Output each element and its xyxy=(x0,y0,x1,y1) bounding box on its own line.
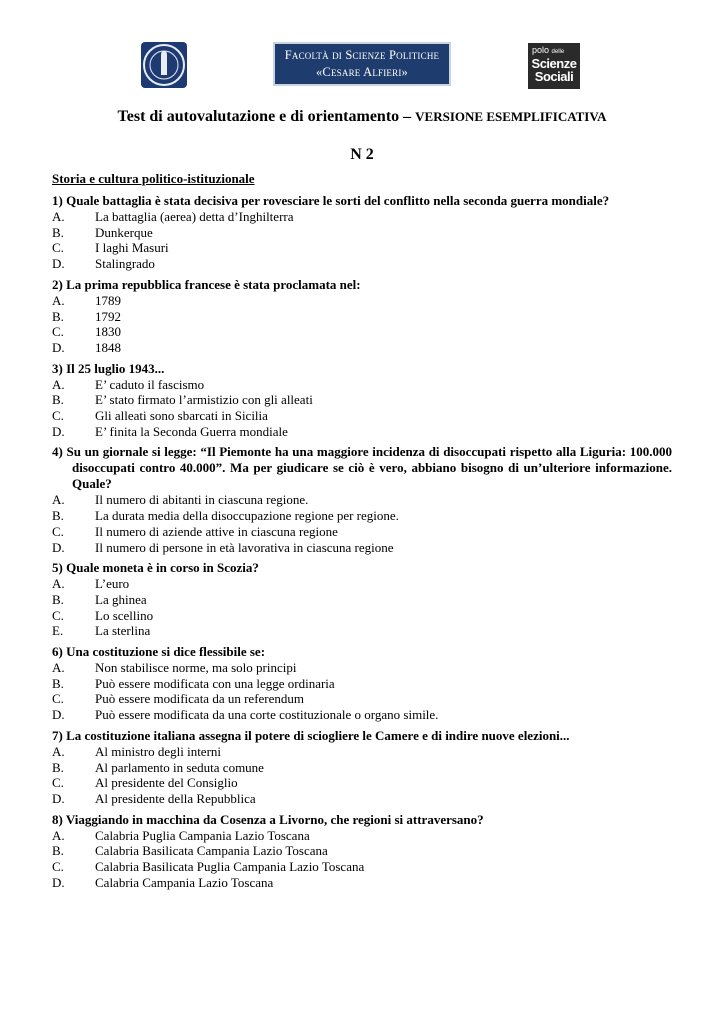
answer-option xyxy=(52,859,672,875)
option-letter: D. xyxy=(52,707,65,723)
option-text: Calabria Puglia Campania Lazio Toscana xyxy=(95,827,310,843)
answer-option xyxy=(52,408,672,424)
option-letter: E. xyxy=(52,623,64,639)
answer-option xyxy=(52,875,672,891)
faculty-subname: «Cesare Alfieri» xyxy=(315,65,408,79)
answer-option xyxy=(52,828,672,844)
test-content xyxy=(52,171,672,896)
question-text: 4) Su un giornale si legge: “Il Piemonte ha una maggiore incidenza di disoccupati rispetto alla Liguria: 100.000 disoccupati contro 40.000”. Ma per giudicare se ciò è vero, abbiano bisogno di un’ulteriore informazione. Quale? xyxy=(52,444,672,492)
option-text: La durata media della disoccupazione regione per regione. xyxy=(95,508,399,524)
question-8 xyxy=(52,812,672,891)
answer-option xyxy=(52,492,672,508)
option-letter: C. xyxy=(52,408,64,424)
answer-option xyxy=(52,707,672,723)
question-text: 6) Una costituzione si dice flessibile se: xyxy=(52,644,266,660)
question-5 xyxy=(52,560,672,639)
option-letter: C. xyxy=(52,775,64,791)
option-text: Calabria Basilicata Campania Lazio Toscana xyxy=(95,843,328,859)
option-text: Gli alleati sono sbarcati in Sicilia xyxy=(95,408,268,424)
question-text: 3) Il 25 luglio 1943... xyxy=(52,360,165,376)
answer-option xyxy=(52,843,672,859)
polo-small-word: delle xyxy=(551,49,565,55)
option-text: 1789 xyxy=(95,292,121,308)
option-letter: A. xyxy=(52,376,65,392)
question-4 xyxy=(52,444,672,555)
option-letter: C. xyxy=(52,324,64,340)
option-letter: B. xyxy=(52,843,64,859)
answer-option xyxy=(52,660,672,676)
polo-sociali: Sociali xyxy=(534,69,574,84)
option-text: La battaglia (aerea) detta d’Inghilterra xyxy=(95,209,294,224)
option-text: Il numero di persone in età lavorativa in ciascuna regione xyxy=(95,539,394,555)
option-letter: D. xyxy=(52,423,65,439)
answer-option xyxy=(52,256,672,272)
option-letter: D. xyxy=(52,339,65,355)
header-logos xyxy=(0,42,724,92)
polo-scienze-sociali-logo xyxy=(528,43,580,89)
option-letter: B. xyxy=(52,759,64,775)
option-text: Al ministro degli interni xyxy=(95,743,222,759)
answer-option xyxy=(52,309,672,325)
option-text: Calabria Campania Lazio Toscana xyxy=(95,874,274,890)
option-text: Non stabilisce norme, ma solo principi xyxy=(95,660,297,676)
option-text: 1792 xyxy=(95,308,121,324)
university-seal-logo xyxy=(141,42,187,88)
option-letter: C. xyxy=(52,859,64,875)
faculty-logo xyxy=(273,42,451,86)
option-text: Al presidente della Repubblica xyxy=(95,790,256,806)
option-text: Può essere modificata con una legge ordinaria xyxy=(95,675,335,691)
option-text: Dunkerque xyxy=(95,224,153,240)
option-letter: D. xyxy=(52,539,65,555)
option-letter: A. xyxy=(52,292,65,308)
answer-option xyxy=(52,576,672,592)
answer-option xyxy=(52,324,672,340)
option-text: Al parlamento in seduta comune xyxy=(95,759,264,775)
answer-option xyxy=(52,377,672,393)
option-text: Il numero di abitanti in ciascuna regione. xyxy=(95,492,309,508)
test-number: N 2 xyxy=(350,146,374,163)
question-text: 7) La costituzione italiana assegna il potere di sciogliere le Camere e di indire nuove elezioni... xyxy=(52,727,570,743)
option-text: Può essere modificata da una corte costituzionale o organo simile. xyxy=(95,707,439,723)
option-letter: C. xyxy=(52,607,64,623)
answer-option xyxy=(52,791,672,807)
answer-option xyxy=(52,592,672,608)
answer-option xyxy=(52,340,672,356)
document-title xyxy=(0,108,724,126)
option-text: Stalingrado xyxy=(95,256,155,272)
answer-option xyxy=(52,775,672,791)
option-text: Al presidente del Consiglio xyxy=(95,775,238,791)
option-letter: B. xyxy=(52,308,64,324)
option-text: Calabria Basilicata Puglia Campania Lazio Toscana xyxy=(95,859,365,875)
option-letter: B. xyxy=(52,675,64,691)
polo-scienze: Scienze xyxy=(531,56,577,71)
answer-option xyxy=(52,608,672,624)
question-7 xyxy=(52,728,672,807)
option-text: E’ caduto il fascismo xyxy=(95,376,205,392)
option-text: Il numero di aziende attive in ciascuna regione xyxy=(95,523,338,539)
option-text: E’ finita la Seconda Guerra mondiale xyxy=(95,423,288,439)
option-text: 1830 xyxy=(95,324,121,340)
question-text: 8) Viaggiando in macchina da Cosenza a Livorno, che regioni si attraversano? xyxy=(52,811,484,827)
answer-option xyxy=(52,524,672,540)
answer-option xyxy=(52,508,672,524)
option-letter: D. xyxy=(52,790,65,806)
question-6 xyxy=(52,644,672,723)
option-letter: A. xyxy=(52,827,65,843)
section-heading: Storia e cultura politico-istituzionale xyxy=(52,171,255,186)
option-letter: B. xyxy=(52,508,64,524)
title-version: VERSIONE ESEMPLIFICATIVA xyxy=(415,109,607,124)
option-text: L’euro xyxy=(95,576,130,592)
question-2 xyxy=(52,277,672,356)
option-text: Può essere modificata da un referendum xyxy=(95,691,305,707)
option-letter: D. xyxy=(52,874,65,890)
answer-option xyxy=(52,424,672,440)
option-letter: B. xyxy=(52,392,64,408)
answer-option xyxy=(52,676,672,692)
polo-word: polo xyxy=(532,45,550,55)
question-text: 5) Quale moneta è in corso in Scozia? xyxy=(52,560,259,576)
answer-option xyxy=(52,540,672,556)
question-3 xyxy=(52,361,672,440)
option-letter: A. xyxy=(52,743,65,759)
question-1 xyxy=(52,193,672,272)
faculty-name: Facoltà di Scienze Politiche xyxy=(284,48,440,62)
answer-option xyxy=(52,760,672,776)
answer-option xyxy=(52,225,672,241)
option-letter: A. xyxy=(52,660,65,676)
answer-option xyxy=(52,293,672,309)
option-text: Lo scellino xyxy=(95,607,154,623)
option-letter: B. xyxy=(52,591,64,607)
option-letter: A. xyxy=(52,576,65,592)
answer-option xyxy=(52,392,672,408)
option-letter: B. xyxy=(52,224,64,240)
option-letter: A. xyxy=(52,209,65,224)
option-text: 1848 xyxy=(95,339,121,355)
question-text: 2) La prima repubblica francese è stata proclamata nel: xyxy=(52,276,361,292)
answer-option xyxy=(52,623,672,639)
answer-option xyxy=(52,240,672,256)
option-letter: C. xyxy=(52,523,64,539)
option-letter: C. xyxy=(52,691,64,707)
answer-option xyxy=(52,209,672,225)
option-letter: C. xyxy=(52,240,64,256)
question-list xyxy=(52,193,672,891)
option-text: La ghinea xyxy=(95,591,147,607)
answer-option xyxy=(52,744,672,760)
option-text: E’ stato firmato l’armistizio con gli alleati xyxy=(95,392,313,408)
title-main: Test di autovalutazione e di orientamento – xyxy=(117,108,416,125)
option-text: La sterlina xyxy=(95,623,151,639)
option-text: I laghi Masuri xyxy=(95,240,169,256)
option-letter: D. xyxy=(52,256,65,272)
answer-option xyxy=(52,691,672,707)
question-text: 1) Quale battaglia è stata decisiva per rovesciare le sorti del conflitto nella seconda guerra mondiale? xyxy=(52,193,610,208)
option-letter: A. xyxy=(52,492,65,508)
